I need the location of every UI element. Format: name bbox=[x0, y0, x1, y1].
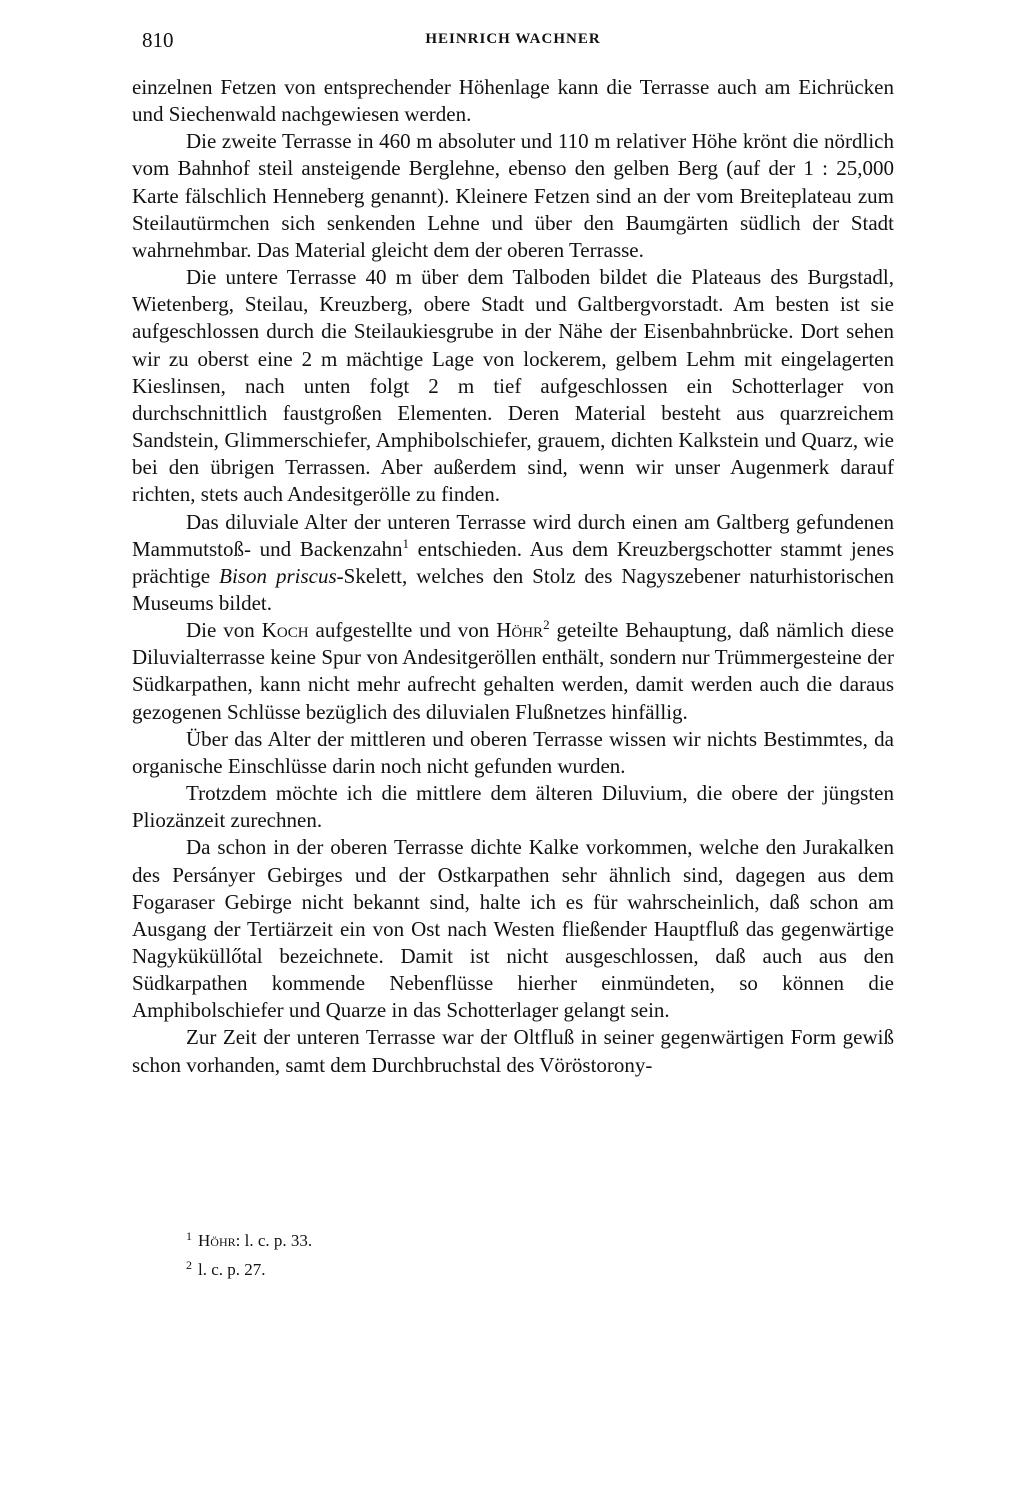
paragraph-4 bbox=[132, 509, 894, 618]
paragraph-4-text-b: entschieden. Aus dem Kreuzbergschotter stammt jenes prächtige bbox=[132, 536, 894, 588]
footnote-ref-2: 2 bbox=[543, 617, 550, 633]
paragraph-4-text-c: -Skelett, welches den Stolz des Nagyszebener naturhistorischen Museums bildet. bbox=[132, 563, 894, 615]
running-head: HEINRICH WACHNER bbox=[425, 31, 601, 47]
paragraph-5 bbox=[132, 617, 894, 726]
footnote-1-mark: 1 bbox=[186, 1229, 192, 1243]
paragraph-4-text-a: Das diluviale Alter der unteren Terrasse wird durch einen am Galtberg gefundenen Mammutstoß- und Backenzahn bbox=[132, 509, 894, 561]
footnote-1 bbox=[186, 1224, 686, 1253]
paragraph-9: Zur Zeit der unteren Terrasse war der Oltfluß in seiner gegenwärtigen Form gewiß schon vorhanden, samt dem Durchbruchstal des Vöröstorony- bbox=[132, 1025, 894, 1077]
paragraph-8: Da schon in der oberen Terrasse dichte Kalke vorkommen, welche den Jurakalken des Persányer Gebirges und der Ostkarpathen sehr ähnlich sind, dagegen aus dem Fogaraser Gebirge nicht bekannt sind, halte ich es für wahrscheinlich, daß schon am Ausgang der Tertiärzeit ein von Ost nach Westen fließender Hauptfluß das gegenwärtige Nagyküküllőtal bezeichnete. Damit ist nicht ausgeschlossen, daß auch aus den Südkarpathen kommende Nebenflüsse hierher einmündeten, so können die Amphibolschiefer und Quarze in das Schotterlager gelangt sein. bbox=[132, 835, 894, 1023]
footnote-1-text: : l. c. p. 33. bbox=[235, 1231, 313, 1250]
footnotes bbox=[186, 1224, 686, 1282]
paragraph-6: Über das Alter der mittleren und oberen Terrasse wissen wir nichts Bestimmtes, da organische Einschlüsse darin noch nicht gefunden wurden. bbox=[132, 726, 894, 778]
author-koch: Koch bbox=[261, 618, 309, 643]
footnote-ref-1: 1 bbox=[402, 535, 409, 551]
species-name: Bison priscus bbox=[219, 563, 337, 588]
paragraph-5-text-a: Die von bbox=[186, 618, 262, 643]
body-text bbox=[132, 74, 894, 1079]
footnote-1-author: Höhr bbox=[198, 1231, 236, 1250]
paragraph-2: Die zweite Terrasse in 460 m absoluter und 110 m relativer Höhe krönt die nördlich vom Bahnhof steil ansteigende Berglehne, ebenso den gelben Berg (auf der 1 : 25,000 Karte fälschlich Henneberg genannt). Kleinere Fetzen sind an der vom Breiteplateau zum Steilautürmchen sich senkenden Lehne und über den Baumgärten südlich der Stadt wahrnehmbar. Das Material gleicht dem der oberen Terrasse. bbox=[132, 129, 894, 262]
paragraph-1: einzelnen Fetzen von entsprechender Höhenlage kann die Terrasse auch am Eichrücken und Siechenwald nachgewiesen werden. bbox=[132, 75, 894, 127]
page-header bbox=[132, 28, 894, 58]
paragraph-7: Trotzdem möchte ich die mittlere dem älteren Diluvium, die obere der jüngsten Pliozänzeit zurechnen. bbox=[132, 781, 894, 833]
footnote-2-text: l. c. p. 27. bbox=[198, 1260, 266, 1279]
paragraph-3: Die untere Terrasse 40 m über dem Talboden bildet die Plateaus des Burgstadl, Wietenberg, Steilau, Kreuzberg, obere Stadt und Galtbergvorstadt. Am besten ist sie aufgeschlossen durch die Steilaukiesgrube in der Nähe der Eisenbahnbrücke. Dort sehen wir zu oberst eine 2 m mächtige Lage von lockerem, gelbem Lehm mit eingelagerten Kieslinsen, nach unten folgt 2 m tief aufgeschlossen ein Schotterlager von durchschnittlich faustgroßen Elementen. Deren Material besteht aus quarzreichem Sandstein, Glimmerschiefer, Amphibolschiefer, grauem, dichten Kalkstein und Quarz, wie bei den übrigen Terrassen. Aber außerdem sind, wenn wir unser Augenmerk darauf richten, stets auch Andesitgerölle zu finden. bbox=[132, 265, 894, 507]
paragraph-5-text-c: geteilte Behauptung, daß nämlich diese Diluvialterrasse keine Spur von Andesitgeröllen enthält, sondern nur Trümmergesteine der Südkarpathen, kann nicht mehr aufrecht gehalten werden, damit werden auch die daraus gezogenen Schlüsse bezüglich des diluvialen Flußnetzes hinfällig. bbox=[132, 618, 894, 724]
paragraph-5-text-b: aufgestellte und von bbox=[308, 618, 497, 643]
author-hohr: Höhr bbox=[496, 618, 544, 643]
page-number: 810 bbox=[142, 28, 174, 52]
footnote-2-mark: 2 bbox=[186, 1258, 192, 1272]
footnote-2 bbox=[186, 1253, 686, 1282]
